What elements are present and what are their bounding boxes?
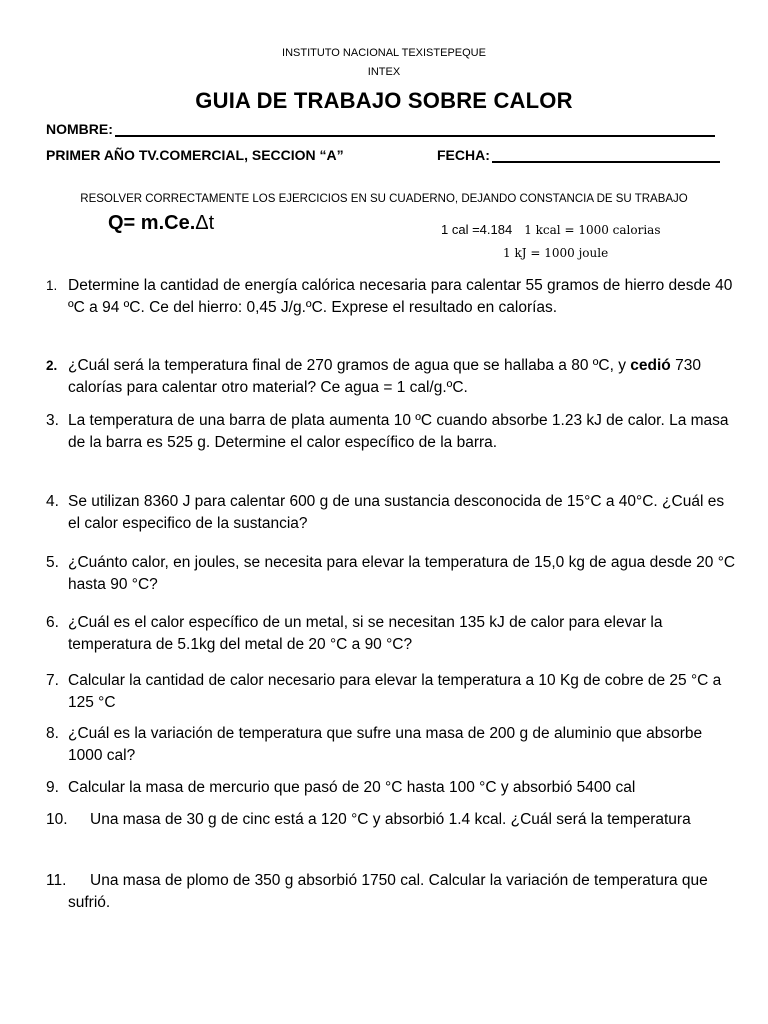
question-text-part: 730 calorías para calentar otro material? Ce agua = 1 cal/g.ºC. — [68, 357, 701, 396]
question-text: Una masa de 30 g de cinc está a 120 °C y absorbió 1.4 kcal. ¿Cuál será la temperatura — [90, 811, 691, 828]
institution-acronym: INTEX — [367, 66, 401, 78]
question-number: 4. — [46, 493, 59, 510]
question-number: 10. — [46, 811, 68, 828]
nombre-label: NOMBRE: — [46, 121, 113, 137]
question-text — [68, 355, 736, 399]
institution-name: INSTITUTO NACIONAL TEXISTEPEQUE — [282, 47, 486, 59]
nombre-field — [46, 121, 715, 137]
question-text: ¿Cuánto calor, en joules, se necesita para elevar la temperatura de 15,0 kg de agua desde 20 °C hasta 90 °C? — [68, 554, 736, 593]
question-number: 5. — [46, 554, 59, 571]
question-text: ¿Cuál es la variación de temperatura que sufre una masa de 200 g de aluminio que absorbe 1000 cal? — [68, 725, 703, 764]
formula-main: Q= m.Ce. — [108, 212, 196, 234]
conversion-kcal: 1 kcal = 1000 calorias — [524, 223, 661, 237]
course-label: PRIMER AÑO TV.COMERCIAL, SECCION “A” — [46, 147, 344, 163]
formula-delta: Δt — [195, 212, 215, 234]
instruction-text: RESOLVER CORRECTAMENTE LOS EJERCICIOS EN SU CUADERNO, DEJANDO CONSTANCIA DE SU TRABAJO — [80, 193, 688, 205]
question-1 — [46, 275, 736, 319]
question-number: 7. — [46, 672, 59, 689]
question-4 — [46, 491, 736, 535]
question-text: Calcular la masa de mercurio que pasó de 20 °C hasta 100 °C y absorbió 5400 cal — [68, 779, 636, 796]
page-title: GUIA DE TRABAJO SOBRE CALOR — [195, 88, 573, 113]
question-number: 6. — [46, 614, 59, 631]
question-2 — [46, 355, 736, 399]
conversion-line-1 — [441, 222, 661, 237]
question-3 — [46, 410, 736, 454]
conversion-kj: 1 kJ = 1000 joule — [503, 246, 609, 260]
question-number: 9. — [46, 779, 59, 796]
question-text-part: ¿Cuál será la temperatura final de 270 gramos de agua que se hallaba a 80 ºC, y — [68, 357, 631, 374]
nombre-blank-line — [115, 121, 715, 137]
question-text: Se utilizan 8360 J para calentar 600 g de una sustancia desconocida de 15°C a 40°C. ¿Cuál es el calor especifico de la sustancia? — [68, 493, 725, 532]
heat-formula — [108, 212, 214, 235]
question-number: 2. — [46, 358, 58, 373]
question-6 — [46, 612, 736, 656]
question-number: 11. — [46, 872, 67, 889]
conversion-cal: 1 cal =4.184 — [441, 222, 513, 237]
question-text: Una masa de plomo de 350 g absorbió 1750 cal. Calcular la variación de temperatura que sufrió. — [68, 872, 708, 911]
question-9 — [46, 777, 736, 799]
question-text: ¿Cuál es el calor específico de un metal, si se necesitan 135 kJ de calor para elevar la temperatura de 5.1kg del metal de 20 °C a 90 °C? — [68, 614, 663, 653]
question-number: 8. — [46, 725, 59, 742]
question-11 — [46, 870, 736, 914]
fecha-label: FECHA: — [437, 147, 490, 163]
question-number: 1. — [46, 278, 58, 293]
fecha-field — [437, 147, 720, 163]
question-10 — [46, 809, 736, 831]
question-text: Determine la cantidad de energía calórica necesaria para calentar 55 gramos de hierro desde 40 ºC a 94 ºC. Ce del hierro: 0,45 J/g.ºC. Exprese el resultado en calorías. — [68, 277, 733, 316]
question-5 — [46, 552, 736, 596]
question-8 — [46, 723, 736, 767]
question-7 — [46, 670, 736, 714]
fecha-blank-line — [492, 147, 720, 163]
question-number: 3. — [46, 412, 59, 429]
question-text: La temperatura de una barra de plata aumenta 10 ºC cuando absorbe 1.23 kJ de calor. La masa de la barra es 525 g. Determine el calor específico de la barra. — [68, 412, 729, 451]
question-text-bold: cedió — [630, 357, 671, 374]
question-text: Calcular la cantidad de calor necesario para elevar la temperatura a 10 Kg de cobre de 25 °C a 125 °C — [68, 672, 722, 711]
